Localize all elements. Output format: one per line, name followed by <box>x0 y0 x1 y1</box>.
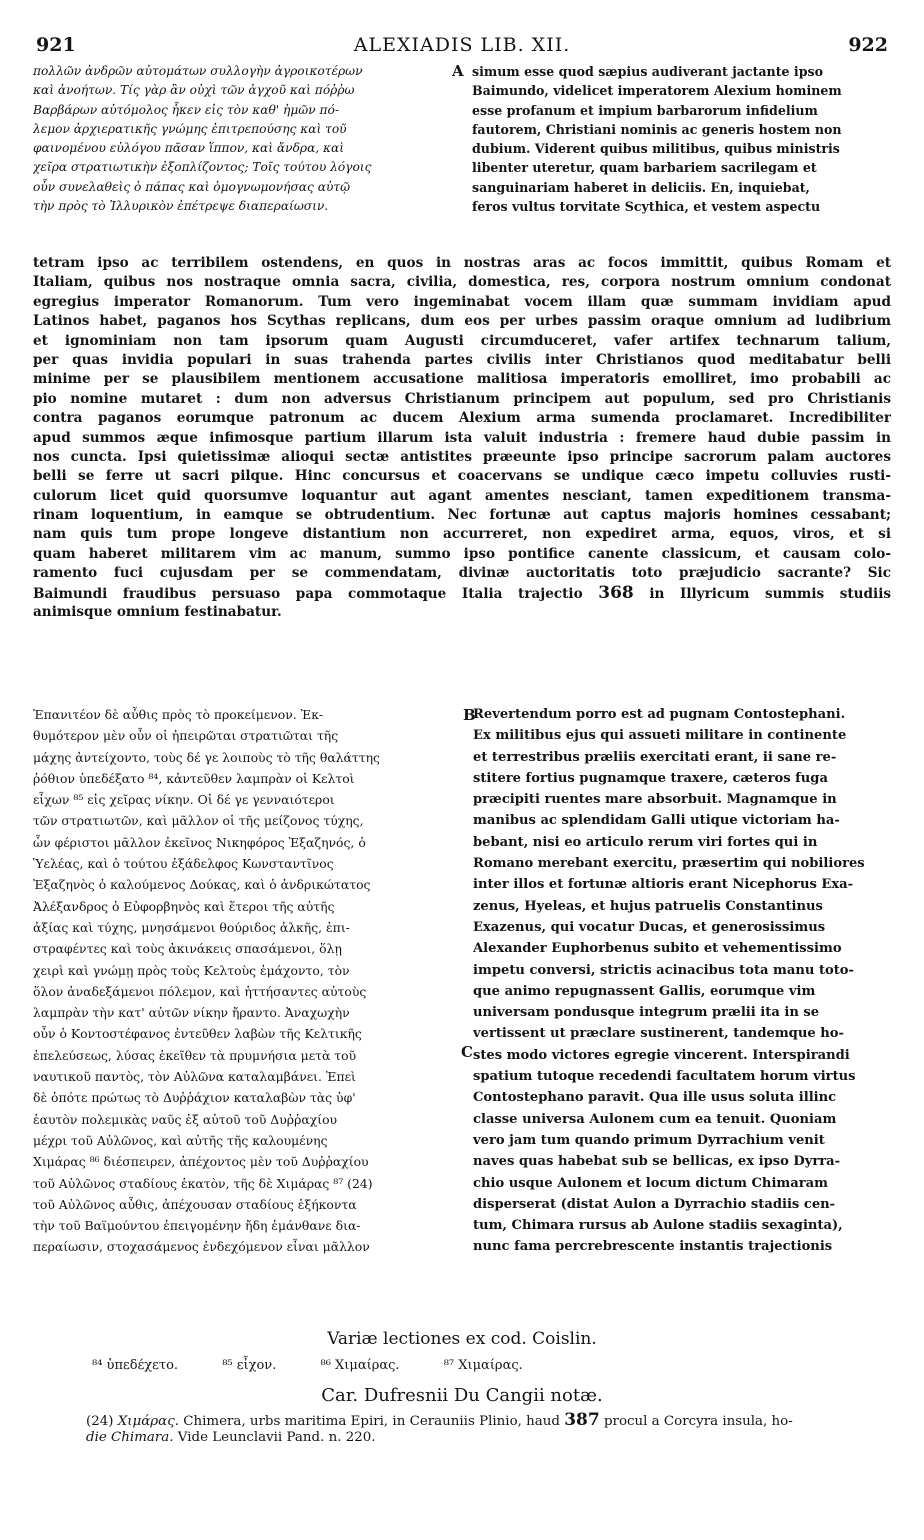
latin-line: sanguinariam haberet in deliciis. En, inquiebat, <box>472 179 810 195</box>
latin-line: tum, Chimara rursus ab Aulone stadiis sexaginta), <box>473 1218 843 1234</box>
greek-line: ὅλον ἀναδεξάμενοι πόλεμον, καὶ ἡττήσαντες αὐτοὺς <box>33 983 367 999</box>
greek-line: χεῖρα στρατιωτικὴν ἐξοπλίζοντος; Τοῖς τούτου λόγοις <box>33 160 372 175</box>
greek-line: Ἐπανιτέον δὲ αὖθις πρὸς τὸ προκείμενον. Ἐκ- <box>33 707 324 722</box>
margin-letter-a: A <box>452 62 464 80</box>
full-line: animisque omnium festinabatur. <box>33 604 282 621</box>
latin-line: dubium. Viderent quibus militibus, quibus ministris <box>472 141 840 157</box>
greek-line: τοῦ Αὐλῶνος αὖθις, ἀπέχουσαν σταδίους ἑξήκοντα <box>33 1196 357 1212</box>
greek-line: ναυτικοῦ παντὸς, τὸν Αὐλῶνα καταλαμβάνει. Ἐπεὶ <box>33 1069 356 1085</box>
latin-column-1 <box>472 62 890 216</box>
latin-line: stitere fortius pugnamque traxere, cæteros fuga <box>473 770 828 786</box>
latin-line: feros vultus torvitate Scythica, et vestem aspectu <box>472 199 821 215</box>
greek-line: μέχρι τοῦ Αὐλῶνος, καὶ αὐτῆς τῆς καλουμένης <box>33 1132 328 1148</box>
variae-lectiones-title: Variæ lectiones ex cod. Coislin. <box>327 1329 597 1349</box>
full-line: nos cuncta. Ipsi quietissimæ alioqui sectæ antistites præeunte ipso principe sacrorum palam auctores <box>33 448 891 465</box>
full-line: per quas invidia populari in suas trahenda partes civilis inter Christianos quod meditabatur belli <box>33 351 891 368</box>
full-line-text: Baimundi fraudibus persuaso papa commotaque Italia trajectio <box>33 585 583 602</box>
greek-line: οὖν συνελαθεὶς ὁ πάπας καὶ ὁμογνωμονήσας αὐτῷ <box>33 179 351 194</box>
greek-line: οὖν ὁ Κοντοστέφανος ἐντεῦθεν λαβὼν τῆς Κελτικῆς <box>33 1026 362 1042</box>
variant-reading: ⁸⁵ εἶχον. <box>222 1358 277 1373</box>
full-line-with-page-ref <box>33 584 891 603</box>
full-line: minime per se plausibilem mentionem accusatione malitiosa imperatoris emolliret, imo probabili ac <box>33 371 891 388</box>
full-line-tail: in Illyricum summis studiis <box>649 585 891 602</box>
latin-line: et terrestribus præliis exercitati erant, ii sane re- <box>473 749 837 765</box>
note-text: Vide Leunclavii Pand. n. 220. <box>177 1430 376 1445</box>
greek-line: πολλῶν ἀνδρῶν αὐτομάτων συλλογὴν ἀγροικοτέρων <box>33 64 363 78</box>
greek-line: ὧν φέριστοι μᾶλλον ἐκεῖνος Νικηφόρος Ἐξαζηνός, ὁ <box>33 834 366 850</box>
variant-reading: ⁸⁷ Χιμαίρας. <box>443 1358 523 1373</box>
variae-lectiones-list <box>92 1358 792 1373</box>
note-number: (24) <box>86 1414 114 1429</box>
full-line: nam quis tum prope longeve distantium non accurreret, non expediret arma, equos, viros, et si <box>33 526 891 543</box>
latin-line: Baimundo, videlicet imperatorem Alexium hominem <box>472 83 842 99</box>
greek-line: τὴν τοῦ Βαϊμούντου ἐπειγομένην ἤδη ἐμάνθανε δια- <box>33 1218 361 1234</box>
note-text: Chimera, urbs maritima Epiri, in Cerauniis Plinio, haud <box>183 1414 560 1429</box>
latin-line: fautorem, Christiani nominis ac generis hostem non <box>472 121 842 137</box>
greek-line: Ἐξαζηνὸς ὁ καλούμενος Δούκας, καὶ ὁ ἀνδρικώτατος <box>33 877 371 893</box>
latin-line: nunc fama percrebrescente instantis trajectionis <box>473 1239 833 1255</box>
running-header <box>36 34 888 56</box>
latin-line: classe universa Aulonem cum ea tenuit. Quoniam <box>473 1111 837 1127</box>
full-line: culorum licet quid quorsumve loquantur aut agant amentes nesciant, tamen expeditionem transma- <box>33 487 891 504</box>
latin-line: libenter uteretur, quam barbariem sacrilegam et <box>472 160 817 176</box>
full-line: et ignominiam non tam ipsorum quam Augusti circumduceret, vafer artifex technarum talium, <box>33 332 891 349</box>
full-width-latin <box>33 254 891 622</box>
latin-line: præcipiti ruentes mare absorbuit. Magnamque in <box>473 792 837 808</box>
greek-line: ἀξίας καὶ τύχης, μνησάμενοι θούριδος ἀλκῆς, ἐπι- <box>33 919 350 935</box>
greek-line: Βαρβάρων αὐτόμολος ἧκεν εἰς τὸν καθ' ἡμῶν πό- <box>33 102 339 117</box>
variant-reading: ⁸⁶ Χιμαίρας. <box>320 1358 400 1373</box>
latin-line: Exazenus, qui vocatur Ducas, et generosissimus <box>473 919 826 935</box>
running-title: ALEXIADIS LIB. XII. <box>353 34 571 56</box>
page-ref-marker: 368 <box>598 583 634 603</box>
full-line: Italiam, quibus nos nostraque omnia sacra, civilia, domestica, res, corpora nostrum omnium condonat <box>33 274 891 291</box>
greek-line: τοῦ Αὐλῶνος σταδίους ἑκατὸν, τῆς δὲ Χιμάρας ⁸⁷ (24) <box>33 1175 373 1191</box>
full-line: quam haberet militarem vim ac manum, summo ipso pontifice canente classicum, et causam colo- <box>33 545 891 562</box>
full-line: rinam loquentium, in eamque se obtrudentium. Nec fortunæ aut captus majoris homines cessabant; <box>33 507 891 524</box>
latin-line: naves quas habebat sub se bellicas, ex ipso Dyrra- <box>473 1154 841 1170</box>
latin-line: spatium tutoque recedendi facultatem horum virtus <box>473 1069 856 1085</box>
full-line: ramento fuci cujusdam per se commendatam, divinæ auctoritatis toto præjudicio sacrante? Sic <box>33 565 891 582</box>
latin-line: Contostephano paravit. Qua ille usus soluta illinc <box>473 1090 837 1106</box>
full-line: apud summos æque infimosque partium illarum ista valuit industria : fremere haud dubie passim in <box>33 429 891 446</box>
notes-title: Car. Dufresnii Du Cangii notæ. <box>321 1385 603 1406</box>
greek-line: εἶχων ⁸⁵ εἰς χεῖρας νίκην. Οἱ δέ γε γενναιότεροι <box>33 792 335 808</box>
greek-line: Ὑελέας, καὶ ὁ τούτου ἐξάδελφος Κωνσταντῖνος <box>33 856 334 872</box>
latin-line: disperserat (distat Aulon a Dyrrachio stadiis cen- <box>473 1196 836 1212</box>
greek-line: τὴν πρὸς τὸ Ἰλλυρικὸν ἐπέτρεψε διαπεραίωσιν. <box>33 199 329 214</box>
greek-line: λαμπρὰν τὴν κατ' αὐτῶν νίκην ἤραντο. Ἀναχωχὴν <box>33 1005 350 1021</box>
greek-column-1 <box>33 62 465 216</box>
greek-line: ῥόθιον ὑπεδέξατο ⁸⁴, κἀντεῦθεν λαμπρὰν οἱ Κελτοὶ <box>33 770 355 786</box>
latin-line: Alexander Euphorbenus subito et vehementissimo <box>473 941 842 957</box>
greek-line: χειρὶ καὶ γνώμῃ πρὸς τοὺς Κελτοὺς ἐμάχοντο, τὸν <box>33 962 350 978</box>
greek-line: ἐπελεύσεως, λύσας ἐκεῖθεν τὰ πρυμνήσια μετὰ τοῦ <box>33 1047 357 1063</box>
greek-column-2 <box>33 704 465 1258</box>
margin-letter-b: B <box>463 706 476 724</box>
note-line-1 <box>86 1410 892 1430</box>
full-line: belli se ferre ut sacri pilque. Hinc concursus et coacervans se undique cæco impetu colluvies rusti- <box>33 468 891 485</box>
latin-line: Romano merebant exercitu, præsertim qui nobiliores <box>473 856 865 872</box>
full-line: egregius imperator Romanorum. Tum vero ingeminabat vocem illam quæ summam invidiam apud <box>33 293 891 310</box>
greek-line: δὲ ὁπότε πρώτως τὸ Δυῤῥάχιον καταλαβὼν τὰς ὑφ' <box>33 1090 356 1106</box>
greek-line: λεμον ἀρχιερατικῆς γνώμης ἐπιτρεπούσης καὶ τοῦ <box>33 121 347 136</box>
page-ref-marker: 387 <box>564 1410 600 1430</box>
note-line-2 <box>86 1430 892 1445</box>
greek-line: ἑαυτὸν πολεμικὰς ναῦς ἐξ αὐτοῦ τοῦ Δυῤῥαχίου <box>33 1111 338 1127</box>
greek-line: περαίωσιν, στοχασάμενος ἐνδεχόμενον εἶναι μᾶλλον <box>33 1239 370 1255</box>
full-line: Latinos habet, paganos hos Scythas replicans, dum eos per urbes passim oraque omnium ad ludibrium <box>33 313 891 330</box>
page-number-right: 922 <box>848 34 888 56</box>
latin-line: zenus, Hyeleas, et hujus patruelis Constantinus <box>473 898 823 914</box>
latin-line: Revertendum porro est ad pugnam Contostephani. <box>473 707 846 722</box>
latin-line: bebant, nisi eo articulo rerum viri fortes qui in <box>473 834 818 850</box>
latin-line: esse profanum et impium barbarorum infidelium <box>472 102 818 118</box>
latin-line: inter illos et fortunæ altioris erant Nicephorus Exa- <box>473 877 854 893</box>
greek-line: στραφέντες καὶ τοὺς ἀκινάκεις σπασάμενοι, ὅλῃ <box>33 941 342 957</box>
note-text: procul a Corcyra insula, ho- <box>603 1414 793 1429</box>
note-italic-text: die Chimara. <box>86 1430 174 1445</box>
latin-column-2 <box>473 704 891 1258</box>
greek-line: θυμότερον μὲν οὖν οἱ ἠπειρῶται στρατιῶται τῆς <box>33 728 339 744</box>
greek-line: τῶν στρατιωτῶν, καὶ μᾶλλον οἱ τῆς μείζονος τύχης, <box>33 813 364 829</box>
latin-line: manibus ac splendidam Galli utique victoriam ha- <box>473 813 840 829</box>
full-line: tetram ipso ac terribilem ostendens, en quos in nostras aras ac focos immittit, quibus Romam et <box>33 255 891 271</box>
greek-line: καὶ ἀνοήτων. Τίς γὰρ ἂν οὐχὶ τῶν ἀγχοῦ καὶ πόῤῥω <box>33 83 355 98</box>
variant-reading: ⁸⁴ ὑπεδέχετο. <box>92 1358 179 1373</box>
latin-line: que animo repugnassent Gallis, eorumque vim <box>473 983 816 999</box>
latin-line: impetu conversi, strictis acinacibus tota manu toto- <box>473 962 854 978</box>
greek-line: Ἀλέξανδρος ὁ Εὐφορβηνὸς καὶ ἕτεροι τῆς αὐτῆς <box>33 898 335 914</box>
latin-line: vertissent ut præclare sustinerent, tandemque ho- <box>473 1026 844 1042</box>
latin-line: simum esse quod sæpius audiverant jactante ipso <box>472 64 824 79</box>
full-line: contra paganos eorumque patronum ac ducem Alexium arma sumenda proclamaret. Incredibiliter <box>33 410 891 427</box>
note-lemma: Χιμάρας. <box>117 1414 179 1429</box>
greek-line: μάχης ἀντείχοντο, τοὺς δέ γε λοιποὺς τὸ τῆς θαλάττης <box>33 749 380 765</box>
full-line: pio nomine mutaret : dum non adversus Christianum principem aut populum, sed pro Christianis <box>33 390 891 407</box>
margin-letter-c: C <box>461 1043 473 1061</box>
latin-line: chio usque Aulonem et locum dictum Chimaram <box>473 1175 828 1191</box>
latin-line: stes modo victores egregie vincerent. Interspirandi <box>473 1047 850 1063</box>
greek-line: φαινομένου εὐλόγου πᾶσαν ἵππον, καὶ ἄνδρα, καὶ <box>33 141 345 156</box>
latin-line: Ex militibus ejus qui assueti militare in continente <box>473 728 847 744</box>
latin-line: universam pondusque integrum prælii ita in se <box>473 1005 820 1021</box>
page-number-left: 921 <box>36 34 76 56</box>
latin-line: vero jam tum quando primum Dyrrachium venit <box>473 1132 825 1148</box>
greek-line: Χιμάρας ⁸⁶ διέσπειρεν, ἀπέχοντος μὲν τοῦ Δυῤῥαχίου <box>33 1154 369 1170</box>
